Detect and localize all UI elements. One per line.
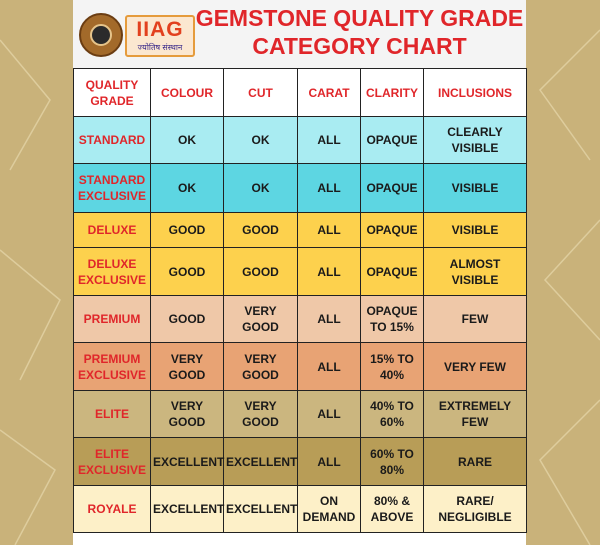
cut-cell: GOOD bbox=[224, 213, 298, 248]
colour-cell: VERY GOOD bbox=[151, 343, 224, 391]
table-row bbox=[74, 438, 527, 486]
grade-cell: ELITE bbox=[74, 391, 151, 438]
carat-cell: ALL bbox=[298, 213, 361, 248]
carat-cell: ALL bbox=[298, 438, 361, 486]
clarity-cell: OPAQUE bbox=[361, 117, 424, 164]
inclusions-cell: RARE bbox=[424, 438, 527, 486]
grade-cell: PREMIUM bbox=[74, 296, 151, 343]
carat-cell: ALL bbox=[298, 343, 361, 391]
table-row bbox=[74, 296, 527, 343]
inclusions-cell: VERY FEW bbox=[424, 343, 527, 391]
grade-cell: DELUXE EXCLUSIVE bbox=[74, 248, 151, 296]
seal-logo-icon bbox=[79, 13, 123, 57]
clarity-cell: OPAQUE bbox=[361, 248, 424, 296]
table-row bbox=[74, 391, 527, 438]
grade-cell: DELUXE bbox=[74, 213, 151, 248]
table-row bbox=[74, 213, 527, 248]
inclusions-cell: CLEARLY VISIBLE bbox=[424, 117, 527, 164]
table-header-row bbox=[74, 69, 527, 117]
inclusions-cell: VISIBLE bbox=[424, 164, 527, 213]
carat-cell: ON DEMAND bbox=[298, 486, 361, 533]
cut-cell: OK bbox=[224, 117, 298, 164]
grade-cell: PREMIUM EXCLUSIVE bbox=[74, 343, 151, 391]
column-header-cut: CUT bbox=[224, 69, 298, 117]
cut-cell: VERY GOOD bbox=[224, 343, 298, 391]
table-row bbox=[74, 117, 527, 164]
inclusions-cell: VISIBLE bbox=[424, 213, 527, 248]
carat-cell: ALL bbox=[298, 296, 361, 343]
grade-cell: STANDARD bbox=[74, 117, 151, 164]
title-line-1: GEMSTONE QUALITY GRADE bbox=[195, 5, 524, 31]
grade-cell: STANDARD EXCLUSIVE bbox=[74, 164, 151, 213]
column-header-inclusions: INCLUSIONS bbox=[424, 69, 527, 117]
column-header-carat: CARAT bbox=[298, 69, 361, 117]
column-header-quality-grade: QUALITY GRADE bbox=[74, 69, 151, 117]
chart-sheet bbox=[73, 0, 526, 545]
cut-cell: VERY GOOD bbox=[224, 296, 298, 343]
colour-cell: OK bbox=[151, 164, 224, 213]
chart-header bbox=[73, 0, 526, 70]
clarity-cell: 60% TO 80% bbox=[361, 438, 424, 486]
clarity-cell: 15% TO 40% bbox=[361, 343, 424, 391]
column-header-colour: COLOUR bbox=[151, 69, 224, 117]
clarity-cell: 40% TO 60% bbox=[361, 391, 424, 438]
cut-cell: OK bbox=[224, 164, 298, 213]
iiag-logo bbox=[125, 15, 195, 57]
colour-cell: GOOD bbox=[151, 248, 224, 296]
carat-cell: ALL bbox=[298, 248, 361, 296]
table-row bbox=[74, 248, 527, 296]
colour-cell: GOOD bbox=[151, 296, 224, 343]
table-row bbox=[74, 164, 527, 213]
inclusions-cell: RARE/ NEGLIGIBLE bbox=[424, 486, 527, 533]
title-line-2: CATEGORY CHART bbox=[252, 33, 467, 59]
logo-text: IIAG bbox=[136, 18, 184, 41]
logo-subtext: ज्योतिष संस्थान bbox=[137, 43, 183, 52]
cut-cell: GOOD bbox=[224, 248, 298, 296]
cut-cell: EXCELLENT bbox=[224, 438, 298, 486]
cut-cell: EXCELLENT bbox=[224, 486, 298, 533]
clarity-cell: OPAQUE TO 15% bbox=[361, 296, 424, 343]
inclusions-cell: EXTREMELY FEW bbox=[424, 391, 527, 438]
clarity-cell: 80% & ABOVE bbox=[361, 486, 424, 533]
quality-grade-table bbox=[73, 68, 527, 533]
carat-cell: ALL bbox=[298, 117, 361, 164]
column-header-clarity: CLARITY bbox=[361, 69, 424, 117]
clarity-cell: OPAQUE bbox=[361, 213, 424, 248]
colour-cell: GOOD bbox=[151, 213, 224, 248]
carat-cell: ALL bbox=[298, 164, 361, 213]
carat-cell: ALL bbox=[298, 391, 361, 438]
page-title bbox=[193, 4, 526, 60]
table-row bbox=[74, 486, 527, 533]
colour-cell: EXCELLENT bbox=[151, 438, 224, 486]
clarity-cell: OPAQUE bbox=[361, 164, 424, 213]
colour-cell: VERY GOOD bbox=[151, 391, 224, 438]
inclusions-cell: FEW bbox=[424, 296, 527, 343]
table-row bbox=[74, 343, 527, 391]
grade-cell: ELITE EXCLUSIVE bbox=[74, 438, 151, 486]
cut-cell: VERY GOOD bbox=[224, 391, 298, 438]
colour-cell: OK bbox=[151, 117, 224, 164]
grade-cell: ROYALE bbox=[74, 486, 151, 533]
inclusions-cell: ALMOST VISIBLE bbox=[424, 248, 527, 296]
colour-cell: EXCELLENT bbox=[151, 486, 224, 533]
